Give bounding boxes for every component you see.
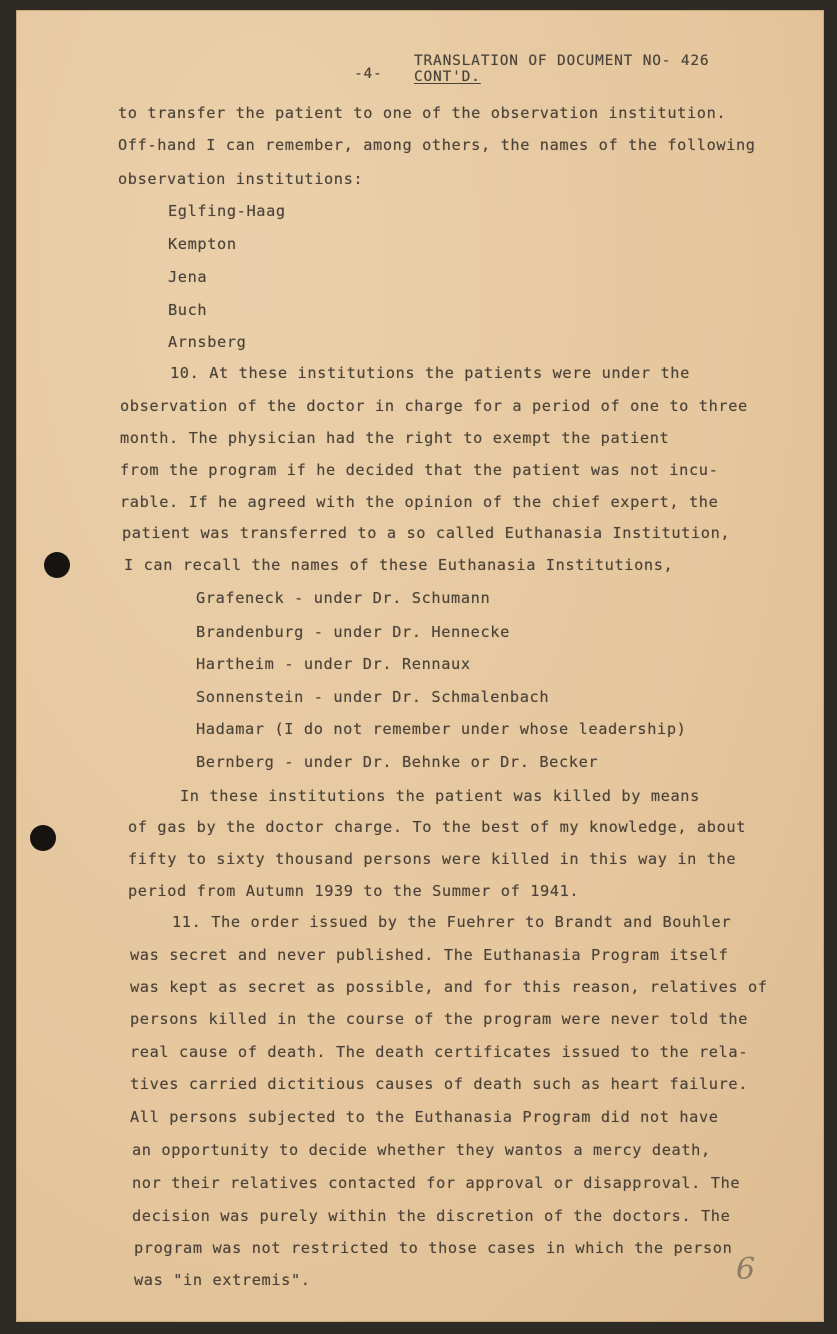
institution-list-item: Kempton bbox=[168, 235, 237, 253]
punch-hole-bottom bbox=[30, 825, 56, 851]
institution-list-item: Arnsberg bbox=[168, 333, 247, 351]
text-line: observation institutions: bbox=[118, 170, 364, 188]
euthanasia-institution-item: Hartheim - under Dr. Rennaux bbox=[196, 655, 471, 673]
text-line: month. The physician had the right to exempt the patient bbox=[120, 429, 670, 447]
text-line: nor their relatives contacted for approval or disapproval. The bbox=[132, 1174, 741, 1192]
document-title-contd: CONT'D. bbox=[414, 69, 481, 85]
text-line: fifty to sixty thousand persons were killed in this way in the bbox=[128, 850, 737, 868]
text-line: real cause of death. The death certificates issued to the rela- bbox=[130, 1043, 748, 1061]
text-line: tives carried dictitious causes of death such as heart failure. bbox=[130, 1075, 748, 1093]
euthanasia-institution-item: Sonnenstein - under Dr. Schmalenbach bbox=[196, 688, 550, 706]
institution-list-item: Eglfing-Haag bbox=[168, 202, 286, 220]
text-line: was "in extremis". bbox=[134, 1271, 311, 1289]
euthanasia-institution-item: Bernberg - under Dr. Behnke or Dr. Becker bbox=[196, 753, 599, 771]
paragraph-11-start: 11. The order issued by the Fuehrer to Brandt and Bouhler bbox=[172, 913, 732, 931]
text-line: rable. If he agreed with the opinion of the chief expert, the bbox=[120, 493, 719, 511]
text-line: program was not restricted to those cases in which the person bbox=[134, 1239, 733, 1257]
text-line: persons killed in the course of the program were never told the bbox=[130, 1010, 748, 1028]
text-line: period from Autumn 1939 to the Summer of 1941. bbox=[128, 882, 580, 900]
text-line: of gas by the doctor charge. To the best of my knowledge, about bbox=[128, 818, 746, 836]
institution-list-item: Buch bbox=[168, 301, 208, 319]
document-title: TRANSLATION OF DOCUMENT NO- 426 bbox=[414, 53, 710, 69]
text-line: decision was purely within the discretion of the doctors. The bbox=[132, 1207, 731, 1225]
text-line: an opportunity to decide whether they wantos a mercy death, bbox=[132, 1141, 711, 1159]
text-line: from the program if he decided that the patient was not incu- bbox=[120, 461, 719, 479]
euthanasia-institution-item: Brandenburg - under Dr. Hennecke bbox=[196, 623, 510, 641]
text-line: was secret and never published. The Euthanasia Program itself bbox=[130, 946, 729, 964]
punch-hole-top bbox=[44, 552, 70, 578]
handwritten-page-mark: 6 bbox=[736, 1252, 756, 1287]
euthanasia-institution-item: Grafeneck - under Dr. Schumann bbox=[196, 589, 491, 607]
institution-list-item: Jena bbox=[168, 268, 208, 286]
page-number: -4- bbox=[354, 66, 383, 82]
paragraph-text: In these institutions the patient was killed by means bbox=[180, 787, 700, 805]
text-line: All persons subjected to the Euthanasia Program did not have bbox=[130, 1108, 719, 1126]
text-line: to transfer the patient to one of the observation institution. bbox=[118, 104, 727, 122]
paragraph-10-start: 10. At these institutions the patients were under the bbox=[170, 364, 690, 382]
text-line: Off-hand I can remember, among others, the names of the following bbox=[118, 136, 756, 154]
text-line: was kept as secret as possible, and for this reason, relatives of bbox=[130, 978, 768, 996]
euthanasia-institution-item: Hadamar (I do not remember under whose leadership) bbox=[196, 720, 687, 738]
text-line: patient was transferred to a so called Euthanasia Institution, bbox=[122, 524, 731, 542]
text-line: observation of the doctor in charge for a period of one to three bbox=[120, 397, 748, 415]
text-line: I can recall the names of these Euthanasia Institutions, bbox=[124, 556, 674, 574]
